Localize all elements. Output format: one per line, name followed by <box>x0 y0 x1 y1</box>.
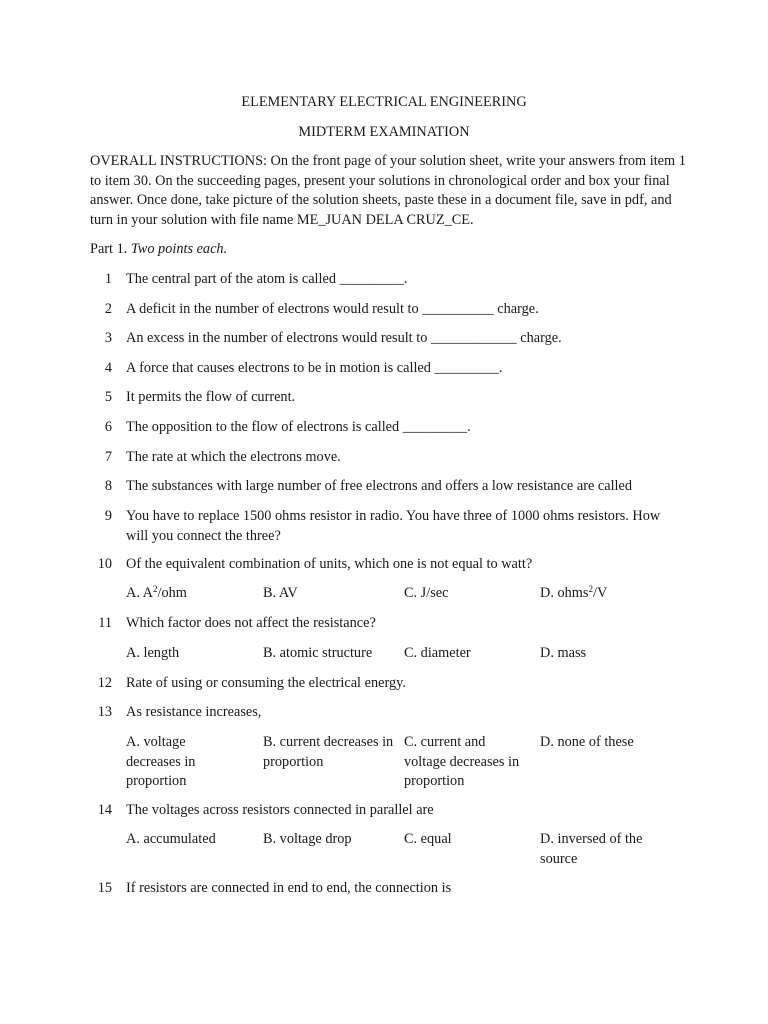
option-c: C. current and voltage decreases in proportion <box>404 734 520 789</box>
option-c: C. J/sec <box>404 585 449 601</box>
exam-title: ELEMENTARY ELECTRICAL ENGINEERING <box>241 94 527 110</box>
option-b: B. AV <box>263 585 298 601</box>
question-number: 10 <box>97 556 112 572</box>
question-number: 13 <box>97 704 112 720</box>
question-text: The voltages across resistors connected in parallel are <box>126 802 434 818</box>
question-text: Rate of using or consuming the electrical energy. <box>126 675 406 691</box>
option-c: C. equal <box>404 831 452 847</box>
option-b: B. voltage drop <box>263 831 352 847</box>
question-number: 2 <box>104 301 112 317</box>
question-number: 8 <box>104 478 112 494</box>
question-text: Which factor does not affect the resistance? <box>126 615 376 631</box>
question-text: It permits the flow of current. <box>126 389 296 405</box>
question-text: The rate at which the electrons move. <box>126 449 341 465</box>
question-number: 5 <box>104 389 112 405</box>
question-text: If resistors are connected in end to end, the connection is <box>126 880 452 896</box>
part-heading <box>90 240 690 260</box>
question-text: The substances with large number of free electrons and offers a low resistance are called <box>126 478 633 494</box>
question-text: You have to replace 1500 ohms resistor in radio. You have three of 1000 ohms resistors. How will you connect the three? <box>126 508 661 544</box>
question-number: 4 <box>104 360 112 376</box>
option-a: A. voltage decreases in proportion <box>126 734 196 789</box>
question-number: 6 <box>104 419 112 435</box>
option-d: D. none of these <box>540 734 634 750</box>
question-number: 14 <box>97 802 112 818</box>
question-text: The opposition to the flow of electrons is called _________. <box>126 419 471 435</box>
question-text: A force that causes electrons to be in motion is called _________. <box>126 360 503 376</box>
question-text: A deficit in the number of electrons would result to __________ charge. <box>126 301 539 317</box>
option-d: D. mass <box>540 645 587 661</box>
exam-subtitle: MIDTERM EXAMINATION <box>298 124 470 140</box>
option-b: B. current decreases in proportion <box>263 734 394 770</box>
option-a: A. accumulated <box>126 831 216 847</box>
question-number: 15 <box>97 880 112 896</box>
question-text: An excess in the number of electrons would result to ____________ charge. <box>126 330 562 346</box>
option-d: D. ohms$^2$/V <box>540 584 608 601</box>
part-label: Part 1. <box>90 241 128 257</box>
question-number: 9 <box>104 508 112 524</box>
option-a: A. length <box>126 645 180 661</box>
option-a: A. $A^2$/ohm <box>126 584 187 601</box>
option-d: D. inversed of the source <box>540 831 643 867</box>
question-text: As resistance increases, <box>126 704 262 720</box>
question-number: 1 <box>104 271 112 287</box>
question-number: 12 <box>97 675 112 691</box>
question-number: 7 <box>104 449 112 465</box>
instructions-paragraph: OVERALL INSTRUCTIONS: On the front page of your solution sheet, write your answers from item 1 to item 30. On the succeeding pages, present your solutions in chronological order and box your final answer. Once done, take picture of the solution sheets, paste these in a document file, save in pdf, and turn in your solution with file name ME_JUAN DELA CRUZ_CE. <box>90 153 686 228</box>
option-c: C. diameter <box>404 645 471 661</box>
question-number: 11 <box>98 615 112 631</box>
question-text: The central part of the atom is called _________. <box>126 271 408 287</box>
part-note: Two points each. <box>130 241 228 257</box>
option-b: B. atomic structure <box>263 645 373 661</box>
question-number: 3 <box>104 330 112 346</box>
question-text: Of the equivalent combination of units, which one is not equal to watt? <box>126 556 533 572</box>
